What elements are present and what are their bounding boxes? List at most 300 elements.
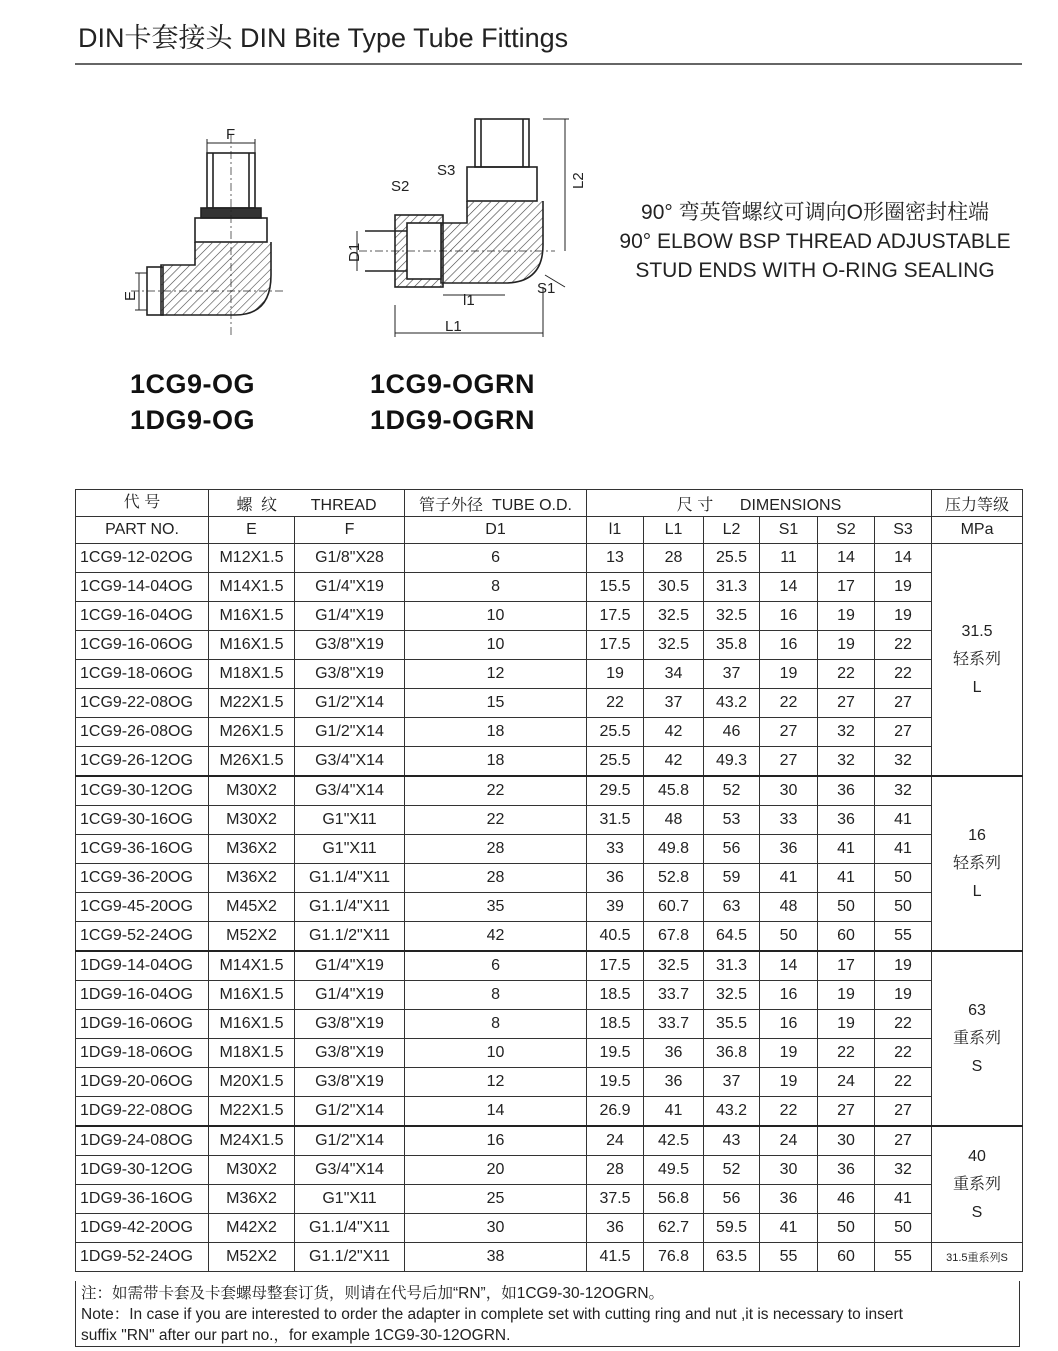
table-cell: 27 (875, 689, 932, 718)
table-cell: 63 (704, 893, 760, 922)
part-number-cell: 1CG9-45-20OG (76, 893, 209, 922)
pressure-class-cell (932, 1126, 1023, 1243)
table-cell: 19 (760, 1068, 818, 1097)
table-row (76, 1243, 1023, 1272)
table-cell: 27 (818, 689, 875, 718)
table-cell: 32 (875, 747, 932, 777)
table-cell: 43.2 (704, 689, 760, 718)
table-row (76, 544, 1023, 573)
table-cell: M16X1.5 (209, 631, 295, 660)
table-cell: 35.8 (704, 631, 760, 660)
table-cell: 52 (704, 776, 760, 806)
table-cell: 22 (875, 660, 932, 689)
table-cell: 36 (760, 1185, 818, 1214)
table-cell: 40.5 (587, 922, 644, 952)
table-cell: 30 (760, 776, 818, 806)
table-cell: 19 (875, 573, 932, 602)
table-cell: 22 (875, 1039, 932, 1068)
table-cell: 22 (875, 1010, 932, 1039)
model-code-left-2: 1DG9-OG (130, 405, 256, 435)
table-row (76, 631, 1023, 660)
table-cell: 22 (875, 1068, 932, 1097)
table-cell: G1.1/2"X11 (295, 1243, 405, 1272)
table-cell: M36X2 (209, 1185, 295, 1214)
table-cell: 19 (875, 602, 932, 631)
header-pressure: 压力等级 (932, 490, 1023, 517)
spec-table (75, 489, 1023, 1272)
table-cell: 16 (760, 981, 818, 1010)
header-row-2 (76, 517, 1023, 544)
note-en-1: Note：In case if you are interested to order the adapter in complete set with cutting ring and nut ,it is necessary to insert (81, 1306, 903, 1323)
table-row (76, 981, 1023, 1010)
table-cell: 32 (818, 718, 875, 747)
part-number-cell: 1DG9-14-04OG (76, 951, 209, 981)
header-col-s2: S2 (818, 517, 875, 544)
table-cell: 19 (818, 1010, 875, 1039)
table-row (76, 747, 1023, 777)
table-cell: 14 (405, 1097, 587, 1127)
table-cell: 16 (760, 1010, 818, 1039)
table-cell: 31.3 (704, 951, 760, 981)
table-cell: 50 (818, 893, 875, 922)
table-cell: 76.8 (644, 1243, 704, 1272)
table-cell: 38 (405, 1243, 587, 1272)
table-cell: G3/4"X14 (295, 776, 405, 806)
table-cell: G1.1/2"X11 (295, 922, 405, 952)
table-cell: M45X2 (209, 893, 295, 922)
table-cell: 27 (875, 1097, 932, 1127)
table-row (76, 835, 1023, 864)
part-number-cell: 1CG9-26-12OG (76, 747, 209, 777)
table-cell: 22 (818, 660, 875, 689)
label-f: F (226, 126, 236, 143)
table-cell: 48 (760, 893, 818, 922)
table-cell: 12 (405, 1068, 587, 1097)
table-cell: 36.8 (704, 1039, 760, 1068)
table-cell: 42 (405, 922, 587, 952)
table-cell: 19 (875, 951, 932, 981)
table-cell: 31.3 (704, 573, 760, 602)
pressure-class-cell (932, 776, 1023, 951)
table-cell: 10 (405, 631, 587, 660)
table-cell: G1/2"X14 (295, 1126, 405, 1156)
label-s2: S2 (391, 178, 410, 195)
table-cell: M18X1.5 (209, 1039, 295, 1068)
table-cell: 36 (760, 835, 818, 864)
header-col-l1s: l1 (587, 517, 644, 544)
part-number-cell: 1CG9-12-02OG (76, 544, 209, 573)
table-cell: 25 (405, 1185, 587, 1214)
table-cell: 22 (818, 1039, 875, 1068)
table-cell: 37 (704, 660, 760, 689)
table-cell: 64.5 (704, 922, 760, 952)
table-cell: M52X2 (209, 1243, 295, 1272)
table-cell: 20 (405, 1156, 587, 1185)
table-cell: G3/8"X19 (295, 631, 405, 660)
table-row (76, 1039, 1023, 1068)
table-cell: 56 (704, 835, 760, 864)
table-cell: 43.2 (704, 1097, 760, 1127)
table-cell: 14 (818, 544, 875, 573)
table-cell: G1/8"X28 (295, 544, 405, 573)
part-number-cell: 1CG9-52-24OG (76, 922, 209, 952)
table-cell: 22 (760, 1097, 818, 1127)
table-cell: 25.5 (587, 718, 644, 747)
table-cell: 39 (587, 893, 644, 922)
description-en-2: STUD ENDS WITH O-RING SEALING (635, 259, 995, 282)
table-cell: M30X2 (209, 1156, 295, 1185)
table-cell: 30 (760, 1156, 818, 1185)
table-cell: 8 (405, 1010, 587, 1039)
table-cell: 36 (644, 1068, 704, 1097)
table-cell: 11 (760, 544, 818, 573)
page-title: DIN卡套接头 DIN Bite Type Tube Fittings (78, 23, 569, 53)
table-cell: M26X1.5 (209, 747, 295, 777)
table-row (76, 1068, 1023, 1097)
table-cell: 32 (875, 776, 932, 806)
part-number-cell: 1CG9-30-12OG (76, 776, 209, 806)
table-cell: 10 (405, 602, 587, 631)
table-row (76, 922, 1023, 952)
header-col-s1: S1 (760, 517, 818, 544)
part-number-cell: 1DG9-30-12OG (76, 1156, 209, 1185)
header-col-d1: D1 (405, 517, 587, 544)
table-cell: 41 (760, 864, 818, 893)
pressure-class-line: S (971, 1057, 983, 1075)
note-cn: 注：如需带卡套及卡套螺母整套订货，则请在代号后加“RN”，如1CG9-30-12OGRN。 (81, 1285, 665, 1302)
table-cell: 25.5 (704, 544, 760, 573)
pressure-class-line: S (971, 1203, 983, 1221)
table-cell: 55 (760, 1243, 818, 1272)
model-code-right-2: 1DG9-OGRN (370, 405, 536, 435)
table-cell: 63.5 (704, 1243, 760, 1272)
table-cell: G1/4"X19 (295, 981, 405, 1010)
spec-table-body (76, 544, 1023, 1272)
pressure-class-cell (932, 544, 1023, 777)
fitting-drawing (95, 105, 595, 355)
table-cell: M20X1.5 (209, 1068, 295, 1097)
table-cell: 17 (818, 951, 875, 981)
table-cell: 22 (875, 631, 932, 660)
table-row (76, 689, 1023, 718)
table-cell: G1.1/4"X11 (295, 893, 405, 922)
pressure-class-line: 16 (968, 826, 986, 844)
label-d1: D1 (346, 242, 363, 262)
title-divider (75, 63, 1022, 65)
table-cell: 30.5 (644, 573, 704, 602)
table-cell: 32 (818, 747, 875, 777)
table-cell: 41 (818, 864, 875, 893)
table-cell: 33 (760, 806, 818, 835)
table-cell: 27 (875, 1126, 932, 1156)
table-cell: 52.8 (644, 864, 704, 893)
table-cell: 19 (818, 631, 875, 660)
table-row (76, 893, 1023, 922)
description-cn: 90° 弯英管螺纹可调向O形圈密封柱端 (641, 201, 989, 224)
header-thread: 螺 纹 THREAD (209, 490, 405, 517)
part-number-cell: 1DG9-16-06OG (76, 1010, 209, 1039)
table-cell: 27 (760, 747, 818, 777)
table-cell: 15.5 (587, 573, 644, 602)
table-cell: 50 (818, 1214, 875, 1243)
table-cell: M22X1.5 (209, 689, 295, 718)
part-number-cell: 1CG9-36-20OG (76, 864, 209, 893)
table-cell: 41 (875, 1185, 932, 1214)
table-cell: G3/4"X14 (295, 747, 405, 777)
table-cell: 49.8 (644, 835, 704, 864)
table-cell: M16X1.5 (209, 981, 295, 1010)
header-tube: 管子外径 TUBE O.D. (405, 490, 587, 517)
table-cell: 22 (587, 689, 644, 718)
pressure-class-line: 轻系列 (953, 650, 1002, 668)
table-cell: G3/8"X19 (295, 1010, 405, 1039)
table-cell: 19 (587, 660, 644, 689)
table-cell: 24 (587, 1126, 644, 1156)
table-cell: 42 (644, 747, 704, 777)
order-note (75, 1281, 1020, 1347)
part-number-cell: 1DG9-42-20OG (76, 1214, 209, 1243)
table-row (76, 951, 1023, 981)
table-cell: G3/8"X19 (295, 1039, 405, 1068)
table-cell: 32.5 (704, 981, 760, 1010)
table-cell: 12 (405, 660, 587, 689)
table-cell: 14 (760, 951, 818, 981)
table-cell: 41 (875, 806, 932, 835)
part-number-cell: 1DG9-16-04OG (76, 981, 209, 1010)
table-cell: M24X1.5 (209, 1126, 295, 1156)
part-number-cell: 1DG9-52-24OG (76, 1243, 209, 1272)
table-cell: 18.5 (587, 1010, 644, 1039)
table-cell: M12X1.5 (209, 544, 295, 573)
table-cell: 16 (760, 602, 818, 631)
table-cell: 14 (760, 573, 818, 602)
table-cell: G1"X11 (295, 835, 405, 864)
header-pressure-unit: MPa (932, 517, 1023, 544)
table-cell: 13 (587, 544, 644, 573)
table-cell: 62.7 (644, 1214, 704, 1243)
header-row-1 (76, 490, 1023, 517)
part-number-cell: 1CG9-30-16OG (76, 806, 209, 835)
table-cell: 17 (818, 573, 875, 602)
pressure-class-line: 63 (968, 1001, 986, 1019)
header-col-l1: L1 (644, 517, 704, 544)
table-cell: 33 (587, 835, 644, 864)
table-cell: 10 (405, 1039, 587, 1068)
table-cell: 32.5 (704, 602, 760, 631)
part-number-cell: 1CG9-16-06OG (76, 631, 209, 660)
table-row (76, 1126, 1023, 1156)
table-cell: 22 (405, 806, 587, 835)
table-cell: 28 (644, 544, 704, 573)
table-cell: 34 (644, 660, 704, 689)
table-cell: 17.5 (587, 631, 644, 660)
label-l2: L2 (570, 172, 587, 189)
left-fitting-drawing (131, 135, 285, 335)
table-cell: M26X1.5 (209, 718, 295, 747)
table-cell: 27 (818, 1097, 875, 1127)
table-row (76, 573, 1023, 602)
table-cell: 59.5 (704, 1214, 760, 1243)
label-l1-small: l1 (463, 292, 475, 309)
table-cell: G1/2"X14 (295, 689, 405, 718)
header-dimensions: 尺 寸 DIMENSIONS (587, 490, 932, 517)
table-row (76, 1156, 1023, 1185)
header-part-en: PART NO. (76, 517, 209, 544)
table-cell: 37 (704, 1068, 760, 1097)
table-cell: 28 (587, 1156, 644, 1185)
table-row (76, 1185, 1023, 1214)
part-number-cell: 1DG9-20-06OG (76, 1068, 209, 1097)
table-cell: 41 (818, 835, 875, 864)
part-number-cell: 1CG9-36-16OG (76, 835, 209, 864)
table-cell: 60.7 (644, 893, 704, 922)
pressure-class-line: 重系列 (953, 1175, 1002, 1193)
table-row (76, 864, 1023, 893)
header-col-e: E (209, 517, 295, 544)
table-cell: 36 (587, 1214, 644, 1243)
table-cell: 59 (704, 864, 760, 893)
table-cell: 36 (818, 806, 875, 835)
pressure-class-line: 轻系列 (953, 854, 1002, 872)
table-cell: M22X1.5 (209, 1097, 295, 1127)
table-row (76, 776, 1023, 806)
table-cell: 48 (644, 806, 704, 835)
table-cell: 67.8 (644, 922, 704, 952)
table-cell: M16X1.5 (209, 602, 295, 631)
pressure-class-line: 重系列 (953, 1029, 1002, 1047)
table-cell: G3/4"X14 (295, 1156, 405, 1185)
table-cell: G3/8"X19 (295, 1068, 405, 1097)
table-cell: M42X2 (209, 1214, 295, 1243)
table-cell: G1"X11 (295, 806, 405, 835)
table-cell: 35 (405, 893, 587, 922)
table-cell: 37 (644, 689, 704, 718)
table-cell: 37.5 (587, 1185, 644, 1214)
table-cell: 36 (587, 864, 644, 893)
table-cell: 41.5 (587, 1243, 644, 1272)
pressure-class-line: L (972, 882, 982, 900)
table-row (76, 660, 1023, 689)
table-cell: M36X2 (209, 835, 295, 864)
table-cell: 32 (875, 1156, 932, 1185)
table-cell: 35.5 (704, 1010, 760, 1039)
table-cell: 49.5 (644, 1156, 704, 1185)
table-cell: 19 (760, 660, 818, 689)
table-cell: 49.3 (704, 747, 760, 777)
table-cell: G3/8"X19 (295, 660, 405, 689)
model-code-left (130, 366, 255, 438)
table-cell: 32.5 (644, 951, 704, 981)
table-cell: 16 (760, 631, 818, 660)
table-cell: 28 (405, 835, 587, 864)
table-cell: 50 (760, 922, 818, 952)
table-cell: 6 (405, 544, 587, 573)
header-col-f: F (295, 517, 405, 544)
table-cell: M18X1.5 (209, 660, 295, 689)
header-part: 代 号 (76, 490, 209, 517)
table-cell: G1/4"X19 (295, 573, 405, 602)
table-cell: 8 (405, 573, 587, 602)
table-cell: 14 (875, 544, 932, 573)
pressure-class-line: L (972, 678, 982, 696)
table-cell: 42 (644, 718, 704, 747)
table-row (76, 1010, 1023, 1039)
table-cell: 27 (875, 718, 932, 747)
part-number-cell: 1DG9-22-08OG (76, 1097, 209, 1127)
label-e: E (122, 290, 139, 301)
part-number-cell: 1CG9-18-06OG (76, 660, 209, 689)
table-cell: 19 (760, 1039, 818, 1068)
table-cell: 41 (875, 835, 932, 864)
table-cell: 8 (405, 981, 587, 1010)
table-cell: M36X2 (209, 864, 295, 893)
description-en-1: 90° ELBOW BSP THREAD ADJUSTABLE (619, 230, 1011, 253)
header-col-s3: S3 (875, 517, 932, 544)
header-col-l2: L2 (704, 517, 760, 544)
part-number-cell: 1CG9-16-04OG (76, 602, 209, 631)
table-cell: 50 (875, 893, 932, 922)
table-cell: 16 (405, 1126, 587, 1156)
table-cell: 36 (644, 1039, 704, 1068)
table-cell: 32.5 (644, 631, 704, 660)
table-cell: 32.5 (644, 602, 704, 631)
table-cell: G1/2"X14 (295, 718, 405, 747)
note-en-2: suffix "RN" after our part no.，for example 1CG9-30-12OGRN. (81, 1327, 511, 1344)
table-cell: 24 (818, 1068, 875, 1097)
table-cell: G1/2"X14 (295, 1097, 405, 1127)
table-cell: 55 (875, 922, 932, 952)
table-cell: 41 (644, 1097, 704, 1127)
pressure-class-cell: 31.5重系列S (932, 1243, 1023, 1272)
model-code-left-1: 1CG9-OG (130, 369, 256, 399)
table-cell: 41 (760, 1214, 818, 1243)
pressure-class-line: 40 (968, 1147, 986, 1165)
table-cell: 36 (818, 1156, 875, 1185)
table-cell: 50 (875, 1214, 932, 1243)
table-cell: G1"X11 (295, 1185, 405, 1214)
label-s3: S3 (437, 162, 456, 179)
table-cell: 33.7 (644, 981, 704, 1010)
pressure-class-line: 31.5 (961, 622, 993, 640)
table-cell: 22 (760, 689, 818, 718)
table-cell: 18.5 (587, 981, 644, 1010)
table-cell: 33.7 (644, 1010, 704, 1039)
table-cell: 26.9 (587, 1097, 644, 1127)
table-cell: 55 (875, 1243, 932, 1272)
table-cell: 52 (704, 1156, 760, 1185)
table-cell: 36 (818, 776, 875, 806)
table-cell: 53 (704, 806, 760, 835)
table-cell: M16X1.5 (209, 1010, 295, 1039)
table-row (76, 602, 1023, 631)
table-cell: G1.1/4"X11 (295, 1214, 405, 1243)
table-cell: 56 (704, 1185, 760, 1214)
model-code-right (370, 366, 535, 438)
table-cell: 46 (704, 718, 760, 747)
table-cell: 27 (760, 718, 818, 747)
table-cell: 60 (818, 1243, 875, 1272)
table-cell: G1/4"X19 (295, 602, 405, 631)
table-cell: 29.5 (587, 776, 644, 806)
table-cell: M14X1.5 (209, 573, 295, 602)
table-cell: 30 (405, 1214, 587, 1243)
table-cell: 42.5 (644, 1126, 704, 1156)
table-cell: M30X2 (209, 806, 295, 835)
table-cell: 19 (818, 602, 875, 631)
table-cell: 19 (875, 981, 932, 1010)
part-number-cell: 1DG9-36-16OG (76, 1185, 209, 1214)
part-number-cell: 1CG9-14-04OG (76, 573, 209, 602)
